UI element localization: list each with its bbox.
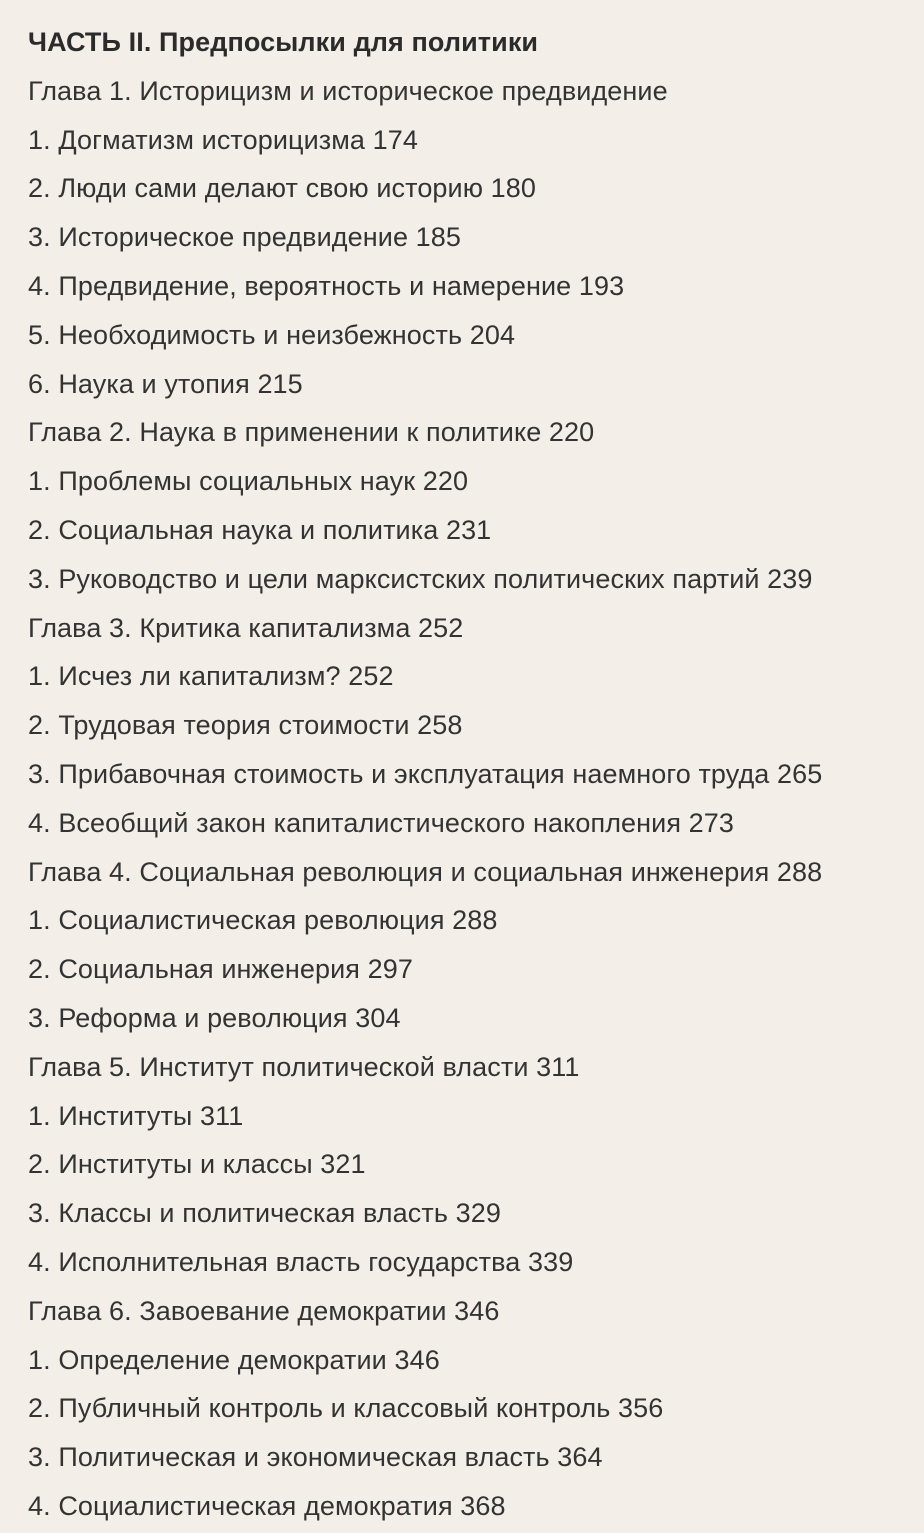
section-item: 1. Социалистическая революция 288 (28, 905, 498, 936)
section-item: 2. Институты и классы 321 (28, 1149, 366, 1180)
part-title: ЧАСТЬ II. Предпосылки для политики (28, 27, 539, 57)
section-item: 3. Классы и политическая власть 329 (28, 1198, 501, 1229)
section-item: 1. Проблемы социальных наук 220 (28, 466, 469, 497)
chapter-heading: Глава 2. Наука в применении к политике 220 (28, 417, 595, 448)
section-item: 2. Социальная инженерия 297 (28, 954, 413, 985)
section-item: 3. Политическая и экономическая власть 364 (28, 1442, 603, 1473)
section-item: 1. Институты 311 (28, 1100, 244, 1131)
section-item: 6. Наука и утопия 215 (28, 368, 303, 399)
section-item: 2. Социальная наука и политика 231 (28, 514, 492, 545)
section-item: 3. Историческое предвидение 185 (28, 222, 462, 253)
section-item: 2. Трудовая теория стоимости 258 (28, 710, 463, 741)
section-item: 3. Руководство и цели марксистских политических партий 239 (28, 563, 813, 594)
section-item: 2. Публичный контроль и классовый контроль 356 (28, 1393, 664, 1424)
section-item: 3. Прибавочная стоимость и эксплуатация наемного труда 265 (28, 758, 823, 789)
section-item: 4. Всеобщий закон капиталистического накопления 273 (28, 807, 735, 838)
section-item: 1. Догматизм историцизма 174 (28, 124, 418, 155)
section-item: 4. Социалистическая демократия 368 (28, 1490, 506, 1521)
chapter-heading: Глава 1. Историцизм и историческое предвидение (28, 75, 668, 106)
section-item: 1. Исчез ли капитализм? 252 (28, 661, 394, 692)
chapter-heading: Глава 3. Критика капитализма 252 (28, 612, 464, 643)
chapter-heading: Глава 4. Социальная революция и социальная инженерия 288 (28, 856, 823, 887)
section-item: 3. Реформа и революция 304 (28, 1002, 401, 1033)
section-item: 4. Предвидение, вероятность и намерение 193 (28, 270, 625, 301)
section-item: 2. Люди сами делают свою историю 180 (28, 173, 537, 204)
section-item: 4. Исполнительная власть государства 339 (28, 1246, 574, 1277)
section-item: 1. Определение демократии 346 (28, 1344, 440, 1375)
chapter-heading: Глава 6. Завоевание демократии 346 (28, 1295, 500, 1326)
chapter-heading: Глава 5. Институт политической власти 311 (28, 1051, 580, 1082)
section-item: 5. Необходимость и неизбежность 204 (28, 319, 516, 350)
